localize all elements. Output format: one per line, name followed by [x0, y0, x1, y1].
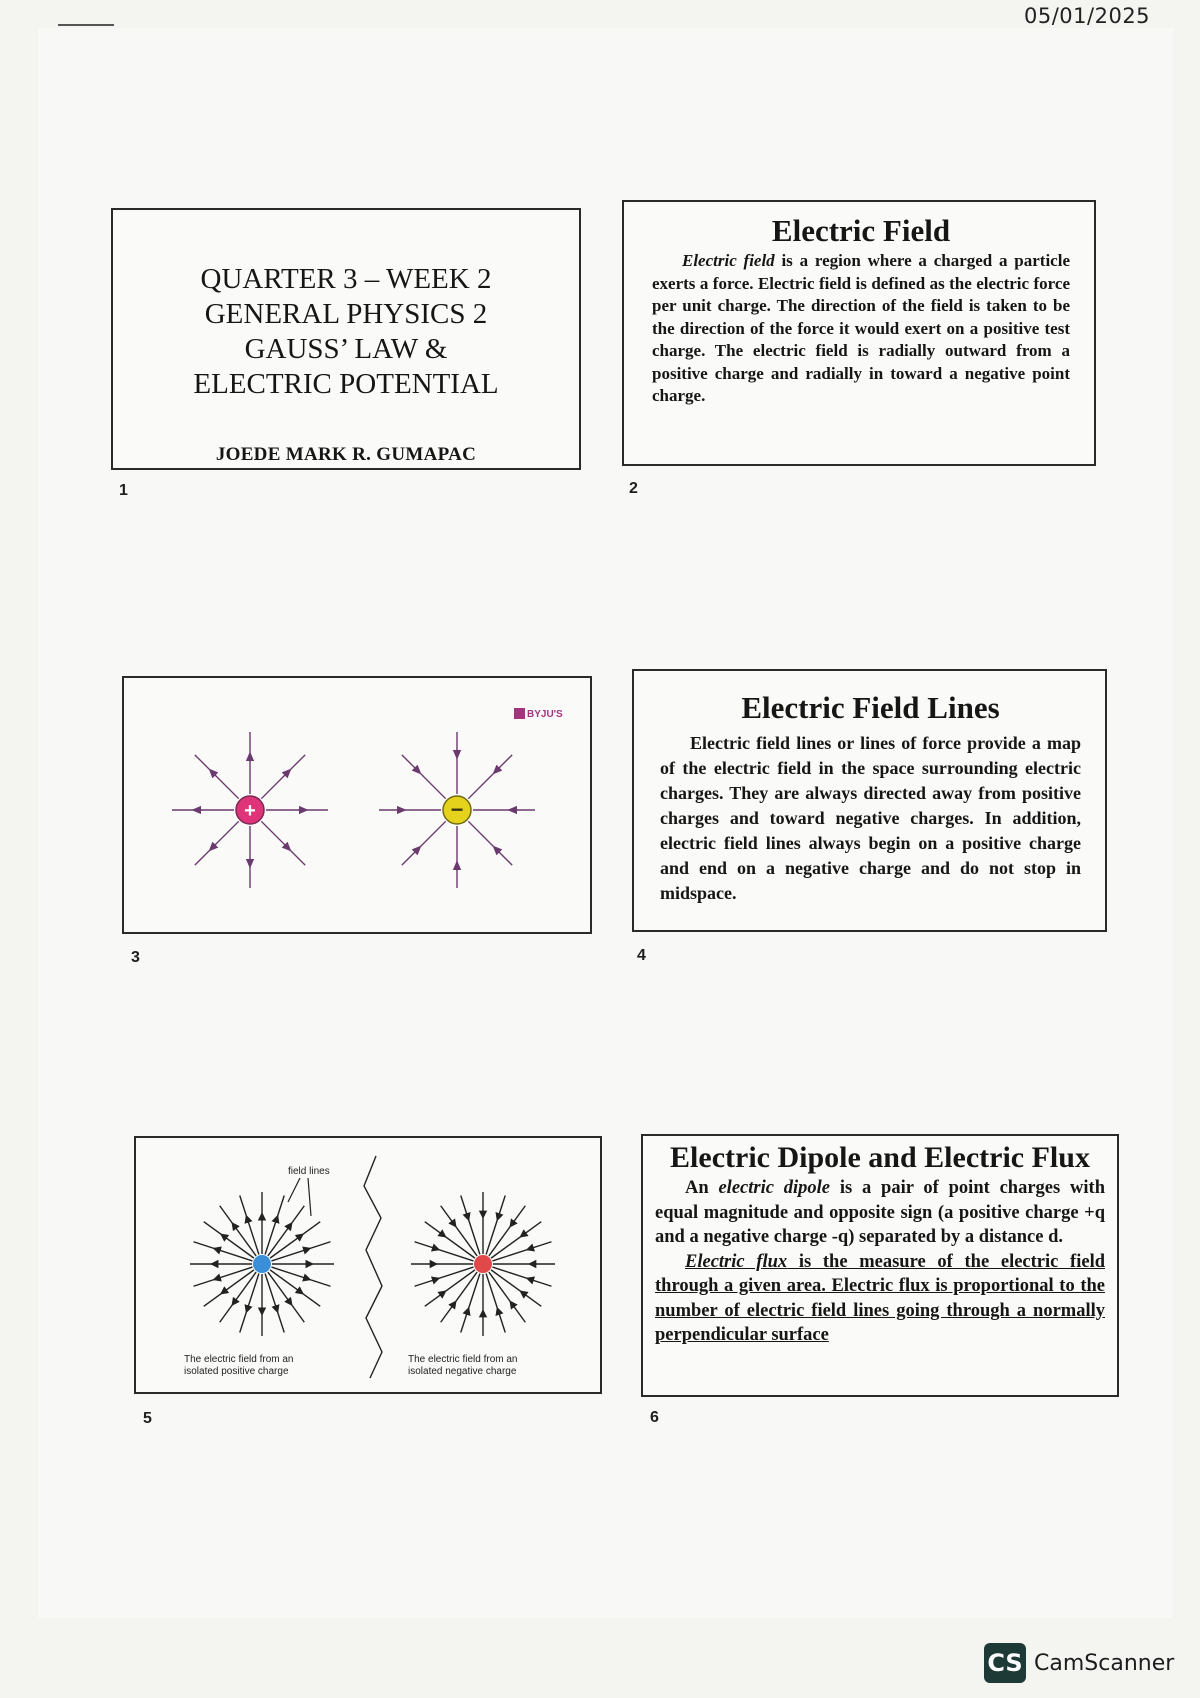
author-name: JOEDE MARK R. GUMAPAC	[215, 444, 477, 465]
caption-line: isolated positive charge	[184, 1366, 289, 1377]
field-arrow	[247, 1305, 249, 1310]
slide-5-field-diagram	[134, 1136, 602, 1394]
slide-4-field-lines	[632, 669, 1107, 932]
field-arrow	[297, 1290, 301, 1293]
field-arrow	[234, 1225, 237, 1229]
caption-line: isolated negative charge	[408, 1366, 517, 1377]
camscanner-watermark	[984, 1642, 1174, 1684]
divider-squiggle	[364, 1156, 382, 1378]
field-arrow	[234, 1299, 237, 1303]
slide-number: 6	[650, 1409, 659, 1426]
slide-1-title	[111, 208, 581, 470]
slide-body: An electric dipole is a pair of point charges with equal magnitude and opposite sign (a positive charge +q and a negative charge -q) separated by a distance d.	[655, 1178, 1105, 1247]
field-arrow	[275, 1305, 277, 1310]
field-arrow	[466, 1213, 468, 1218]
title-line: GAUSS’ LAW &	[244, 333, 448, 365]
field-arrow	[432, 1247, 437, 1249]
slide-number: 1	[119, 482, 128, 499]
slide-heading: Electric Field	[771, 213, 951, 248]
slide-number: 4	[637, 947, 646, 964]
field-line	[261, 755, 305, 799]
slide-number: 5	[143, 1410, 152, 1427]
field-arrow	[284, 772, 288, 776]
field-arrow	[303, 1249, 308, 1251]
caption-line: The electric field from an	[408, 1354, 518, 1365]
field-arrow	[495, 767, 499, 771]
camscanner-name: CamScanner	[1034, 1650, 1175, 1676]
positive-charge	[253, 1255, 271, 1273]
slide-number: 2	[629, 480, 638, 497]
byjus-logo: BYJU'S	[514, 708, 563, 720]
field-arrow	[452, 1221, 455, 1225]
date-stamp: 05/01/2025	[1024, 4, 1151, 28]
field-arrow	[432, 1279, 437, 1281]
slide-3-field-diagram	[122, 676, 592, 934]
field-arrow	[529, 1279, 534, 1281]
term: Electric field	[682, 251, 775, 270]
slide-number: 3	[131, 949, 140, 966]
pen-mark	[58, 24, 114, 26]
field-arrow	[297, 1236, 301, 1239]
field-arrow	[223, 1236, 227, 1239]
label-pointer	[288, 1178, 311, 1216]
field-arrow	[529, 1247, 534, 1249]
field-arrow	[511, 1303, 514, 1307]
plus-sign: +	[244, 800, 256, 822]
field-arrow	[440, 1233, 444, 1236]
field-arrow	[452, 1303, 455, 1307]
field-arrow	[216, 1277, 221, 1279]
field-arrow	[288, 1299, 291, 1303]
field-arrow	[498, 1213, 500, 1218]
slide-body: Electric flux is the measure of the electric field through a given area. Electric flux is proportional to the number of electric field lines going through a normally perpendicular surface	[655, 1251, 1105, 1345]
camscanner-logo: CS	[984, 1643, 1026, 1683]
field-arrow	[522, 1233, 526, 1236]
field-line	[402, 755, 446, 799]
field-line	[468, 755, 512, 799]
field-arrow	[495, 848, 499, 852]
title-line: ELECTRIC POTENTIAL	[193, 368, 499, 400]
slide-body	[652, 250, 1070, 408]
minus-sign: −	[450, 797, 464, 822]
isolated-charge-diagram	[136, 1138, 600, 1392]
field-line	[195, 755, 239, 799]
field-arrow	[223, 1290, 227, 1293]
field-arrow	[216, 1249, 221, 1251]
field-arrow	[212, 772, 216, 776]
field-line	[195, 821, 239, 865]
field-arrow	[440, 1292, 444, 1295]
field-arrow	[247, 1218, 249, 1223]
body-text: is a region where a charged a particle exerts a force. Electric field is defined as the electric force per unit charge. The direction of the field is taken to be the direction of the force it would exert on a positive test charge. The electric field is radially outward from a positive charge and radially in toward a negative point charge.	[652, 251, 1070, 405]
field-line	[261, 821, 305, 865]
field-arrow	[414, 848, 418, 852]
slide-6-dipole-flux	[641, 1134, 1119, 1397]
title-line: GENERAL PHYSICS 2	[204, 298, 488, 330]
field-arrow	[466, 1310, 468, 1315]
title-block	[113, 262, 579, 402]
caption-line: The electric field from an	[184, 1354, 294, 1365]
field-lines-label: field lines	[288, 1166, 330, 1177]
field-arrow	[284, 844, 288, 848]
field-arrow	[288, 1225, 291, 1229]
field-arrow	[275, 1218, 277, 1223]
negative-charge	[474, 1255, 492, 1273]
term: Electric flux	[685, 1251, 788, 1272]
field-arrow	[303, 1277, 308, 1279]
slide-body: Electric field lines or lines of force provide a map of the electric field in the space surrounding electric charges. They are always directed away from positive charges and toward negative charges. In addition, electric field lines always begin on a positive charge and end on a negative charge and do not stop in midspace.	[660, 733, 1081, 903]
field-line	[468, 821, 512, 865]
field-arrow	[212, 844, 216, 848]
field-arrow	[414, 767, 418, 771]
term: electric dipole	[718, 1178, 830, 1198]
field-arrow	[522, 1292, 526, 1295]
slide-heading: Electric Field Lines	[741, 690, 1000, 725]
title-line: QUARTER 3 – WEEK 2	[200, 263, 492, 295]
field-arrow	[498, 1310, 500, 1315]
field-line	[402, 821, 446, 865]
slide-heading: Electric Dipole and Electric Flux	[670, 1141, 1090, 1174]
field-arrow	[511, 1221, 514, 1225]
slide-2-electric-field	[622, 200, 1096, 466]
